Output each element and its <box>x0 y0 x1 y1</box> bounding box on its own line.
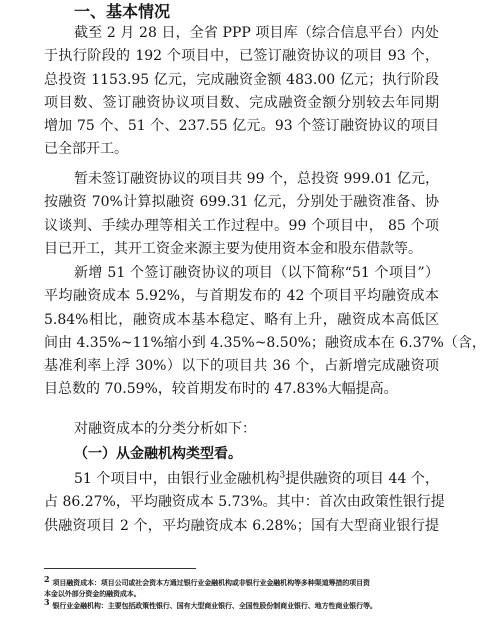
paragraph-line: 按融资 70%计算拟融资 699.31 亿元，分别处于融资准备、协 <box>44 194 439 211</box>
paragraph-line: 对融资成本的分类分析如下： <box>74 421 256 437</box>
footnote-mark: 3 <box>44 596 50 607</box>
paragraph-line: 项目数、签订融资协议项目数、完成融资金额分别较去年同期 <box>44 94 439 111</box>
paragraph-line: 基准利率上浮 30%）以下的项目共 36 个，占新增完成融资项 <box>44 358 439 375</box>
paragraph-line: 目总数的 70.59%，较首期发布时的 47.83%大幅提高。 <box>44 381 398 398</box>
paragraph-line: 于执行阶段的 192 个项目中，已签订融资协议的项目 93 个， <box>44 48 439 65</box>
paragraph-line-start: 51 个项目中，由银行业金融机构 <box>74 471 280 487</box>
paragraph-line: 目已开工，其开工资金来源主要为使用资本金和股东借款等。 <box>44 240 422 257</box>
paragraph-line: 5.84%相比，融资成本基本稳定、略有上升，融资成本高低区 <box>44 311 439 328</box>
footnote-text: 银行业金融机构：主要包括政策性银行、国有大型商业银行、全国性股份制商业银行、地方性商业银行等。 <box>52 601 377 610</box>
subheading-institution-type <box>74 443 242 466</box>
paragraph-bank-institutions <box>44 468 445 538</box>
footnote-2 <box>44 573 444 588</box>
subheading-number: （一） <box>74 446 116 462</box>
section-heading: 一、基本情况 <box>74 2 171 21</box>
paragraph-line: 增加 75 个、51 个、237.55 亿元。93 个签订融资协议的项目 <box>44 118 439 135</box>
footnote-reference-3: 3 <box>279 470 286 481</box>
footnote-3 <box>44 596 444 611</box>
footnote-separator <box>44 568 196 569</box>
footnote-mark: 2 <box>44 573 50 584</box>
paragraph-line <box>44 468 439 491</box>
paragraph-line: 已全部开工。 <box>44 141 128 158</box>
footnote-text: 项目融资成本：项目公司或社会资本方通过银行业金融机构或非银行业金融机构等多种渠道筹措的项目资 <box>52 578 370 587</box>
paragraph-line: 暂未签订融资协议的项目共 99 个，总投资 999.01 亿元， <box>74 171 439 187</box>
paragraph-line: 截至 2 月 28 日，全省 PPP 项目库（综合信息平台）内处 <box>74 25 439 41</box>
paragraph-line: 供融资项目 2 个，平均融资成本 6.28%；国有大型商业银行提 <box>44 517 439 534</box>
paragraph-line: 平均融资成本 5.92%，与首期发布的 42 个项目平均融资成本 <box>44 288 439 305</box>
paragraph-line: 议谈判、手续办理等相关工作过程中。99 个项目中， 85 个项 <box>44 217 439 234</box>
paragraph-line: 占 86.27%，平均融资成本 5.73%。其中：首次由政策性银行提 <box>44 494 445 511</box>
paragraph-line: 间由 4.35%~11%缩小到 4.35%~8.50%；融资成本在 6.37%（含， <box>44 334 486 351</box>
paragraph-execution-stage <box>44 22 439 162</box>
paragraph-unsigned-projects <box>44 168 439 261</box>
footnote-2-continued <box>44 588 444 599</box>
paragraph-new-51-projects <box>44 262 486 402</box>
footnote-text: 本金以外部分资金的融资成本。 <box>44 589 141 598</box>
subheading-text: 从金融机构类型看。 <box>116 446 242 462</box>
paragraph-line-end: 提供融资的项目 44 个， <box>285 471 439 487</box>
paragraph-line: 总投资 1153.95 亿元，完成融资金额 483.00 亿元；执行阶段 <box>44 71 439 88</box>
paragraph-line: 新增 51 个签订融资协议的项目（以下简称“51 个项目”） <box>74 265 439 281</box>
paragraph-classification-intro <box>44 418 439 441</box>
